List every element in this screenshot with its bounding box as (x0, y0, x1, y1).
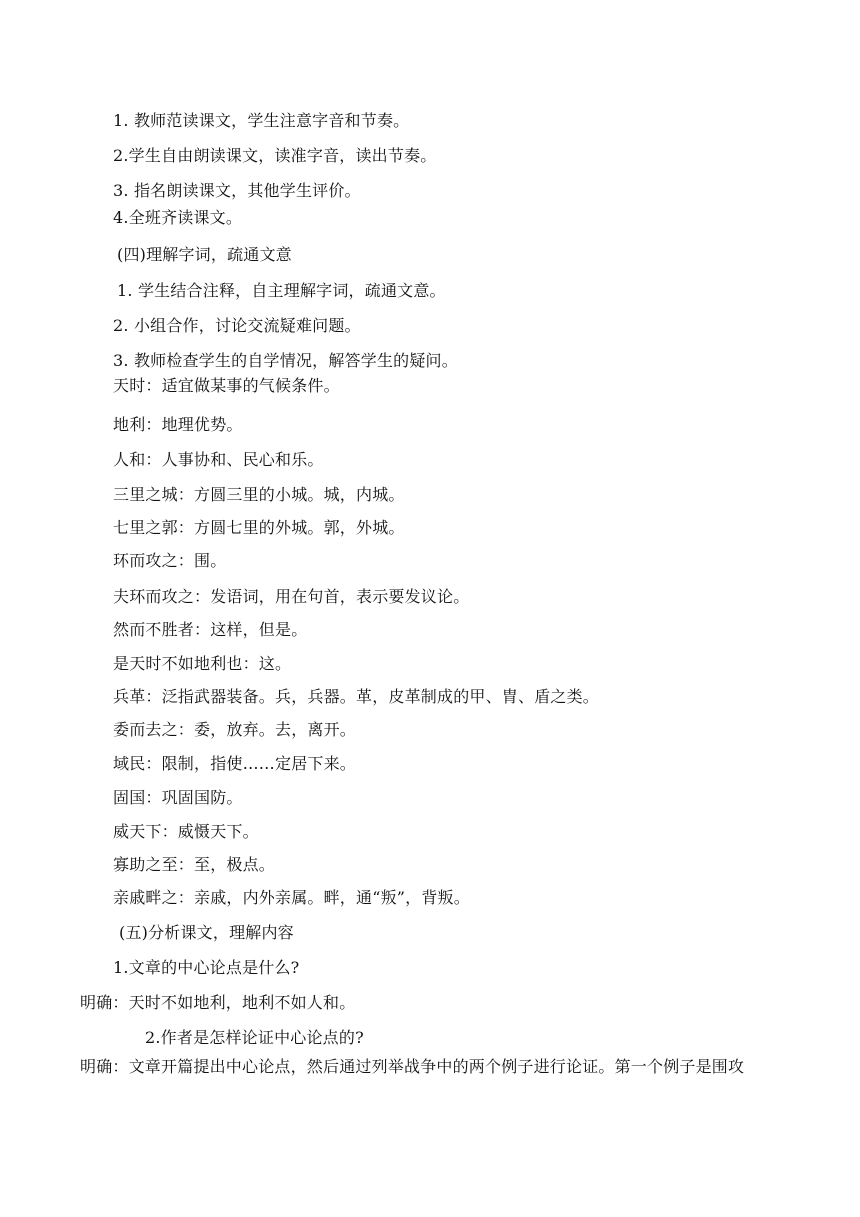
answer-2: 明确：文章开篇提出中心论点，然后通过列举战争中的两个例子进行论证。第一个例子是围攻 (80, 1057, 745, 1076)
section-heading-4: (四)理解字词，疏通文意 (117, 245, 292, 264)
vocabulary-item: 天时：适宜做某事的气候条件。 (113, 376, 340, 395)
vocabulary-item: 委而去之：委，放弃。去，离开。 (113, 720, 357, 739)
vocabulary-item: 人和：人事协和、民心和乐。 (113, 450, 324, 469)
understanding-step-1: 1. 学生结合注释，自主理解字词，疏通文意。 (117, 281, 446, 300)
reading-step-1: 1. 教师范读课文，学生注意字音和节奏。 (113, 111, 410, 130)
vocabulary-item: 亲戚畔之：亲戚，内外亲属。畔，通“叛”，背叛。 (113, 888, 470, 907)
vocabulary-item: 环而攻之：围。 (113, 551, 227, 570)
understanding-step-2: 2. 小组合作，讨论交流疑难问题。 (113, 316, 361, 335)
vocabulary-item: 地利：地理优势。 (113, 415, 243, 434)
question-1: 1.文章的中心论点是什么? (113, 958, 300, 977)
understanding-step-3: 3. 教师检查学生的自学情况，解答学生的疑问。 (113, 351, 458, 370)
section-heading-5: (五)分析课文，理解内容 (119, 923, 294, 942)
vocabulary-item: 七里之郭：方圆七里的外城。郭，外城。 (113, 518, 405, 537)
reading-step-4: 4.全班齐读课文。 (113, 208, 243, 227)
vocabulary-item: 是天时不如地利也：这。 (113, 654, 292, 673)
reading-step-2: 2.学生自由朗读课文，读准字音，读出节奏。 (113, 146, 437, 165)
vocabulary-item: 固国：巩固国防。 (113, 788, 243, 807)
vocabulary-item: 然而不胜者：这样，但是。 (113, 620, 308, 639)
reading-step-3: 3. 指名朗读课文，其他学生评价。 (113, 181, 361, 200)
answer-1: 明确：天时不如地利，地利不如人和。 (80, 993, 356, 1012)
vocabulary-item: 兵革：泛指武器装备。兵，兵器。革，皮革制成的甲、胄、盾之类。 (113, 687, 600, 706)
vocabulary-item: 威天下：威慑天下。 (113, 822, 259, 841)
question-2: 2.作者是怎样论证中心论点的? (145, 1028, 364, 1047)
vocabulary-item: 夫环而攻之：发语词，用在句首，表示要发议论。 (113, 587, 470, 606)
vocabulary-item: 域民：限制，指使……定居下来。 (113, 754, 357, 773)
vocabulary-item: 三里之城：方圆三里的小城。城，内城。 (113, 485, 405, 504)
vocabulary-item: 寡助之至：至，极点。 (113, 855, 276, 874)
